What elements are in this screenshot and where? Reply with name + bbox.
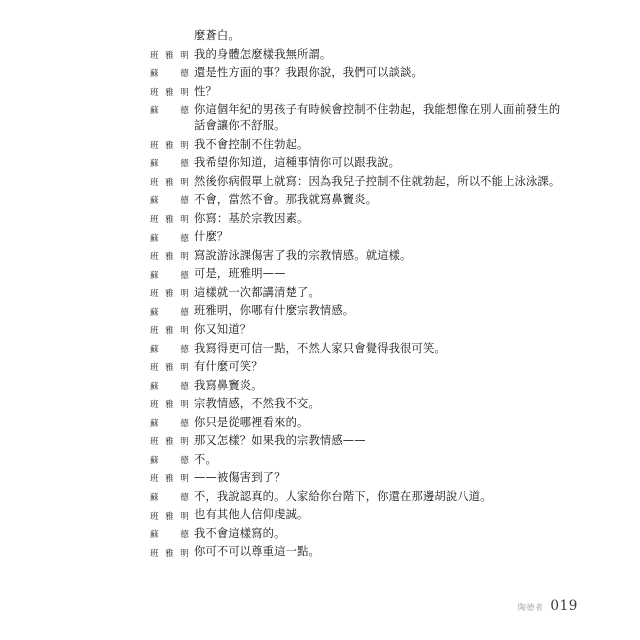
speaker-label: 蘇德 [150,233,189,244]
speaker-label: 蘇德 [150,159,189,170]
dialog-line [150,452,570,468]
dialog-text: 麼蒼白。 [194,29,240,42]
dialog-line [150,28,570,44]
speaker-label: 蘇德 [150,196,189,207]
speaker-label: 班雅明 [150,177,189,188]
dialog-line [150,174,570,190]
dialog-line [150,433,570,449]
speaker-label: 班雅明 [150,289,189,300]
dialog-text: 我希望你知道，這種事情你可以跟我說。 [194,156,401,170]
dialog-line [150,470,570,486]
dialog-text: ——被傷害到了？ [194,471,286,485]
dialog-line [150,266,570,282]
dialog-list [150,28,570,563]
speaker-label: 班雅明 [150,474,189,485]
dialog-text: 也有其他人信仰虔誠。 [194,508,309,522]
dialog-text: 你寫：基於宗教因素。 [194,211,309,225]
dialog-line [150,65,570,81]
dialog-text: 你只是從哪裡看來的。 [194,415,309,429]
dialog-line [150,544,570,560]
speaker-label: 蘇德 [150,381,189,392]
dialog-line [150,229,570,245]
dialog-text: 性？ [194,84,217,98]
speaker-label: 班雅明 [150,50,189,61]
dialog-line [150,507,570,523]
page-number: 019 [550,598,578,614]
speaker-label: 班雅明 [150,511,189,522]
speaker-label: 班雅明 [150,140,189,151]
speaker-label: 蘇德 [150,106,189,117]
dialog-line [150,322,570,338]
speaker-label: 蘇德 [150,270,189,281]
dialog-line [150,84,570,100]
dialog-text: 我的身體怎麼樣我無所謂。 [194,47,332,61]
dialog-text: 我寫鼻竇炎。 [194,378,263,392]
speaker-label: 蘇德 [150,69,189,80]
dialog-line [150,303,570,319]
speaker-label: 班雅明 [150,437,189,448]
speaker-label: 蘇德 [150,455,189,466]
dialog-text: 什麼？ [194,230,229,244]
dialog-text: 不。 [194,452,217,466]
dialog-text: 你這個年紀的男孩子有時候會控制不住勃起，我能想像在別人面前發生的話會讓你不舒服。 [194,103,561,133]
speaker-label: 蘇德 [150,492,189,503]
dialog-line [150,137,570,153]
speaker-label: 班雅明 [150,363,189,374]
dialog-text: 這樣就一次都講清楚了。 [194,285,320,299]
dialog-text: 你又知道？ [194,323,252,336]
dialog-line [150,155,570,171]
dialog-line [150,192,570,208]
dialog-text: 還是性方面的事？我跟你說，我們可以談談。 [194,66,423,80]
dialog-line [150,526,570,542]
dialog-text: 有什麼可笑？ [194,360,263,374]
speaker-label: 班雅明 [150,548,189,559]
dialog-line [150,47,570,63]
dialog-text: 你可不可以尊重這一點。 [194,545,320,559]
speaker-label: 蘇德 [150,307,189,318]
dialog-text: 那又怎樣？如果我的宗教情感—— [194,434,366,448]
speaker-label: 班雅明 [150,252,189,263]
dialog-text: 我寫得更可信一點，不然人家只會覺得我很可笑。 [194,341,446,355]
speaker-label: 蘇德 [150,344,189,355]
speaker-label: 班雅明 [150,87,189,98]
speaker-label: 班雅明 [150,215,189,225]
speaker-label: 班雅明 [150,326,189,337]
dialog-text: 不，我說認真的。人家給你台階下，你還在那邊胡說八道。 [194,489,492,503]
page-footer [518,598,578,614]
dialog-text: 我不會這樣寫的。 [194,526,286,540]
dialog-line [150,359,570,375]
footer-book-title: 陶德者 [517,603,544,612]
speaker-label: 班雅明 [150,400,189,411]
dialog-line [150,378,570,394]
dialog-text: 可是，班雅明—— [194,267,286,281]
dialog-text: 寫說游泳課傷害了我的宗教情感。就這樣。 [194,248,412,262]
dialog-line [150,248,570,264]
dialog-text: 然後你病假單上就寫：因為我兒子控制不住就勃起，所以不能上泳泳課。 [194,174,561,188]
dialog-text: 不會，當然不會。那我就寫鼻竇炎。 [194,193,378,207]
dialog-line [150,102,570,134]
dialog-line [150,341,570,357]
dialog-line [150,285,570,301]
dialog-line [150,415,570,431]
dialog-text: 宗教情感，不然我不交。 [194,397,320,411]
speaker-label: 蘇德 [150,418,189,429]
dialog-line [150,211,570,227]
dialog-text: 班雅明，你哪有什麼宗教情感。 [194,304,355,318]
dialog-text: 我不會控制不住勃起。 [194,137,309,151]
dialog-line [150,396,570,412]
speaker-label: 蘇德 [150,530,189,541]
dialog-line [150,489,570,505]
